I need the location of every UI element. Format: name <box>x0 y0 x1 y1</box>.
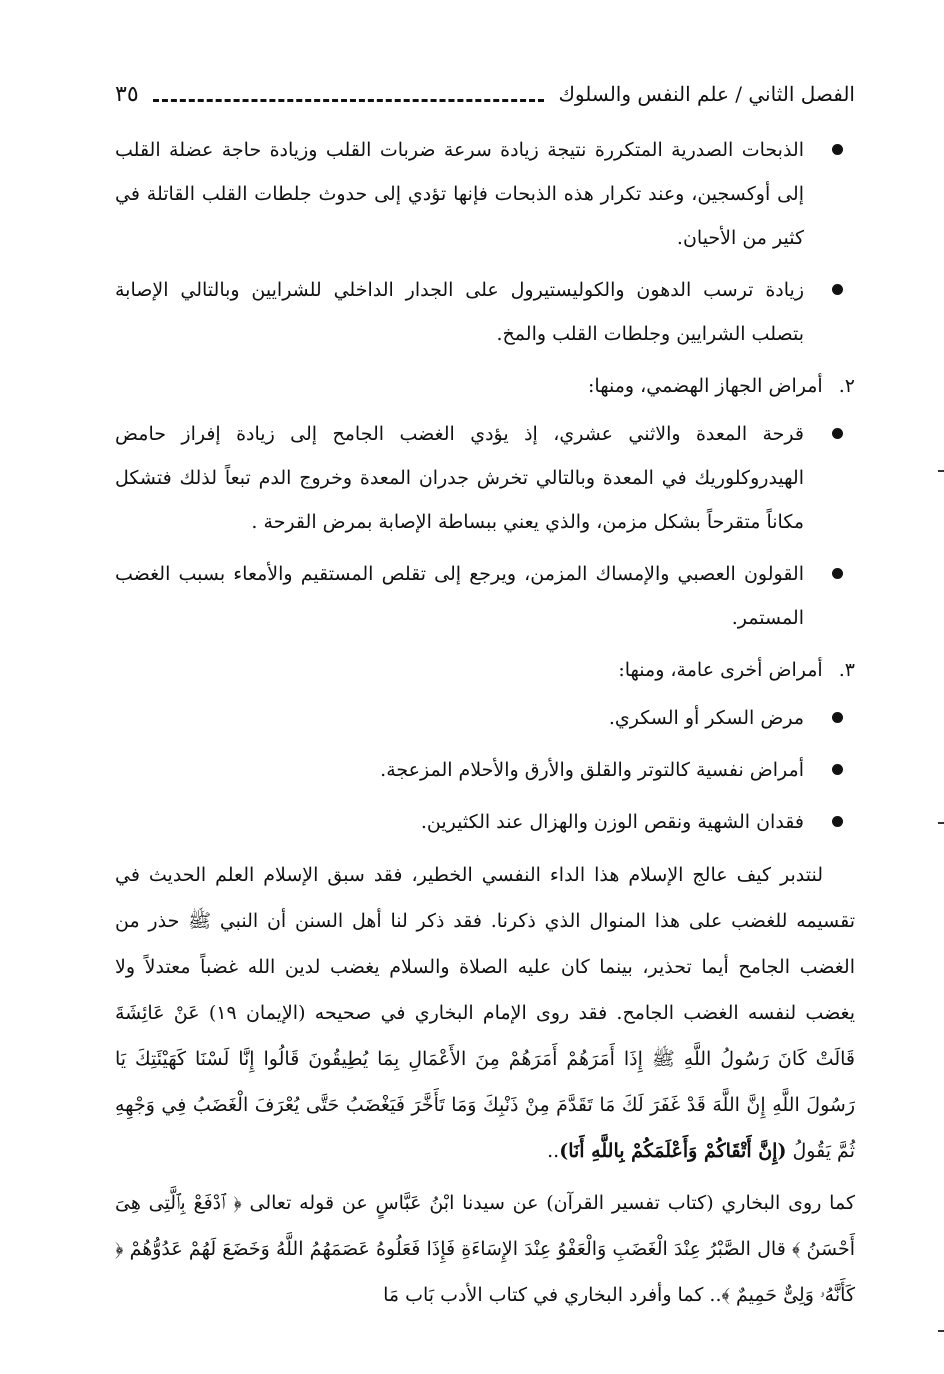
list-item-text: قرحة المعدة والاثني عشري، إذ يؤدي الغضب الجامح إلى زيادة إفراز حامض الهيدروكلوريك في المعدة وبالتالي تخرش جدران المعدة وخروج الدم تبعاً لذلك فتشكل مكاناً متقرحاً بشكل مزمن، والذي يعني ببساطة الإصابة بمرض القرحة . <box>115 423 804 533</box>
list-item <box>115 552 855 640</box>
bullet-icon <box>832 284 843 295</box>
list-item-text: فقدان الشهية ونقص الوزن والهزال عند الكثيرين. <box>420 811 804 833</box>
item-label: أمراض الجهاز الهضمي، ومنها: <box>588 375 823 397</box>
list-item <box>115 748 855 792</box>
list-item <box>115 696 855 740</box>
item-label: أمراض أخرى عامة، ومنها: <box>618 659 823 681</box>
heart-effects-list <box>115 128 855 356</box>
book-page <box>115 70 855 1350</box>
bullet-icon <box>832 568 843 579</box>
body-paragraph-quran <box>115 1180 855 1318</box>
hadith-text: عَنْ عَائِشَةَ قَالَتْ كَانَ رَسُولُ اللَّهِ ﷺ إِذَا أَمَرَهُمْ أَمَرَهُمْ مِنَ الأَعْمَالِ بِمَا يُطِيقُونَ قَالُوا إِنَّا لَسْنَا كَهَيْئَتِكَ يَا رَسُولَ اللَّهِ إِنَّ اللَّهَ قَدْ غَفَرَ لَكَ مَا تَقَدَّمَ مِنْ ذَنْبِكَ وَمَا تَأَخَّرَ فَيَغْضَبُ حَتَّى يُعْرَفَ الْغَضَبُ فِي وَجْهِهِ ثُمَّ يَقُولُ <box>115 1002 855 1162</box>
hadith-quote-bold: (إِنَّ أَتْقَاكُمْ وَأَعْلَمَكُمْ بِاللَّهِ أَنَا) <box>559 1140 787 1162</box>
list-item-text: مرض السكر أو السكري. <box>608 707 804 729</box>
paragraph-text: كما روى البخاري (كتاب تفسير القرآن) عن سيدنا ابْنُ عَبَّاسٍ عن قوله تعالى ﴿ ٱدْفَعْ بِٱلَّتِى هِىَ أَحْسَنُ ﴾ قال الصَّبْرُ عِنْدَ الْغَضَبِ وَالْعَفْوُ عِنْدَ الإِسَاءَةِ فَإِذَا فَعَلُوهُ عَصَمَهُمُ اللَّهُ وَخَضَعَ لَهُمْ عَدُوُّهُمْ ﴿ كَأَنَّهُۥ وَلِىٌّ حَمِيمٌ ﴾.. كما وأفرد البخاري في كتاب الأدب بَاب مَا <box>115 1192 855 1306</box>
margin-tick <box>938 1330 944 1332</box>
chapter-title: الفصل الثاني / علم النفس والسلوك <box>558 82 855 106</box>
paragraph-end: .. <box>547 1140 560 1162</box>
general-list <box>115 696 855 844</box>
list-item-text: القولون العصبي والإمساك المزمن، ويرجع إلى تقلص المستقيم والأمعاء بسبب الغضب المستمر. <box>115 563 804 629</box>
item-number: ٣. <box>838 659 855 681</box>
list-item-text: زيادة ترسب الدهون والكوليستيرول على الجدار الداخلي للشرايين وبالتالي الإصابة بتصلب الشرايين وجلطات القلب والمخ. <box>115 279 804 345</box>
list-item-text: الذبحات الصدرية المتكررة نتيجة زيادة سرعة ضربات القلب وزيادة حاجة عضلة القلب إلى أوكسجين، وعند تكرار هذه الذبحات فإنها تؤدي إلى حدوث جلطات القلب القاتلة في كثير من الأحيان. <box>115 139 804 249</box>
numbered-heading-digestive <box>115 364 855 408</box>
list-item-text: أمراض نفسية كالتوتر والقلق والأرق والأحلام المزعجة. <box>380 759 804 781</box>
body-paragraph-hadith <box>115 852 855 1174</box>
bullet-icon <box>832 712 843 723</box>
bullet-icon <box>832 816 843 827</box>
numbered-heading-general <box>115 648 855 692</box>
margin-tick <box>938 470 944 472</box>
list-item <box>115 800 855 844</box>
digestive-list <box>115 412 855 640</box>
list-item <box>115 412 855 544</box>
margin-tick <box>938 822 944 824</box>
page-number: ٣٥ <box>115 81 139 107</box>
bullet-icon <box>832 764 843 775</box>
bullet-icon <box>832 428 843 439</box>
list-item <box>115 128 855 260</box>
running-header <box>115 70 855 118</box>
paragraph-intro: لنتدبر كيف عالج الإسلام هذا الداء النفسي الخطير، فقد سبق الإسلام العلم الحديث في تقسيمه للغضب على هذا المنوال الذي ذكرنا. فقد ذكر لنا أهل السنن أن النبي ﷺ حذر من الغضب الجامح أيما تحذير، بينما كان عليه الصلاة والسلام يغضب لدين الله غضباً معتدلاً ولا يغضب لنفسه الغضب الجامح. فقد روى الإمام البخاري في صحيحه (الإيمان ١٩) <box>115 864 855 1024</box>
item-number: ٢. <box>838 375 855 397</box>
bullet-icon <box>832 144 843 155</box>
header-leader-dots <box>153 99 545 102</box>
list-item <box>115 268 855 356</box>
